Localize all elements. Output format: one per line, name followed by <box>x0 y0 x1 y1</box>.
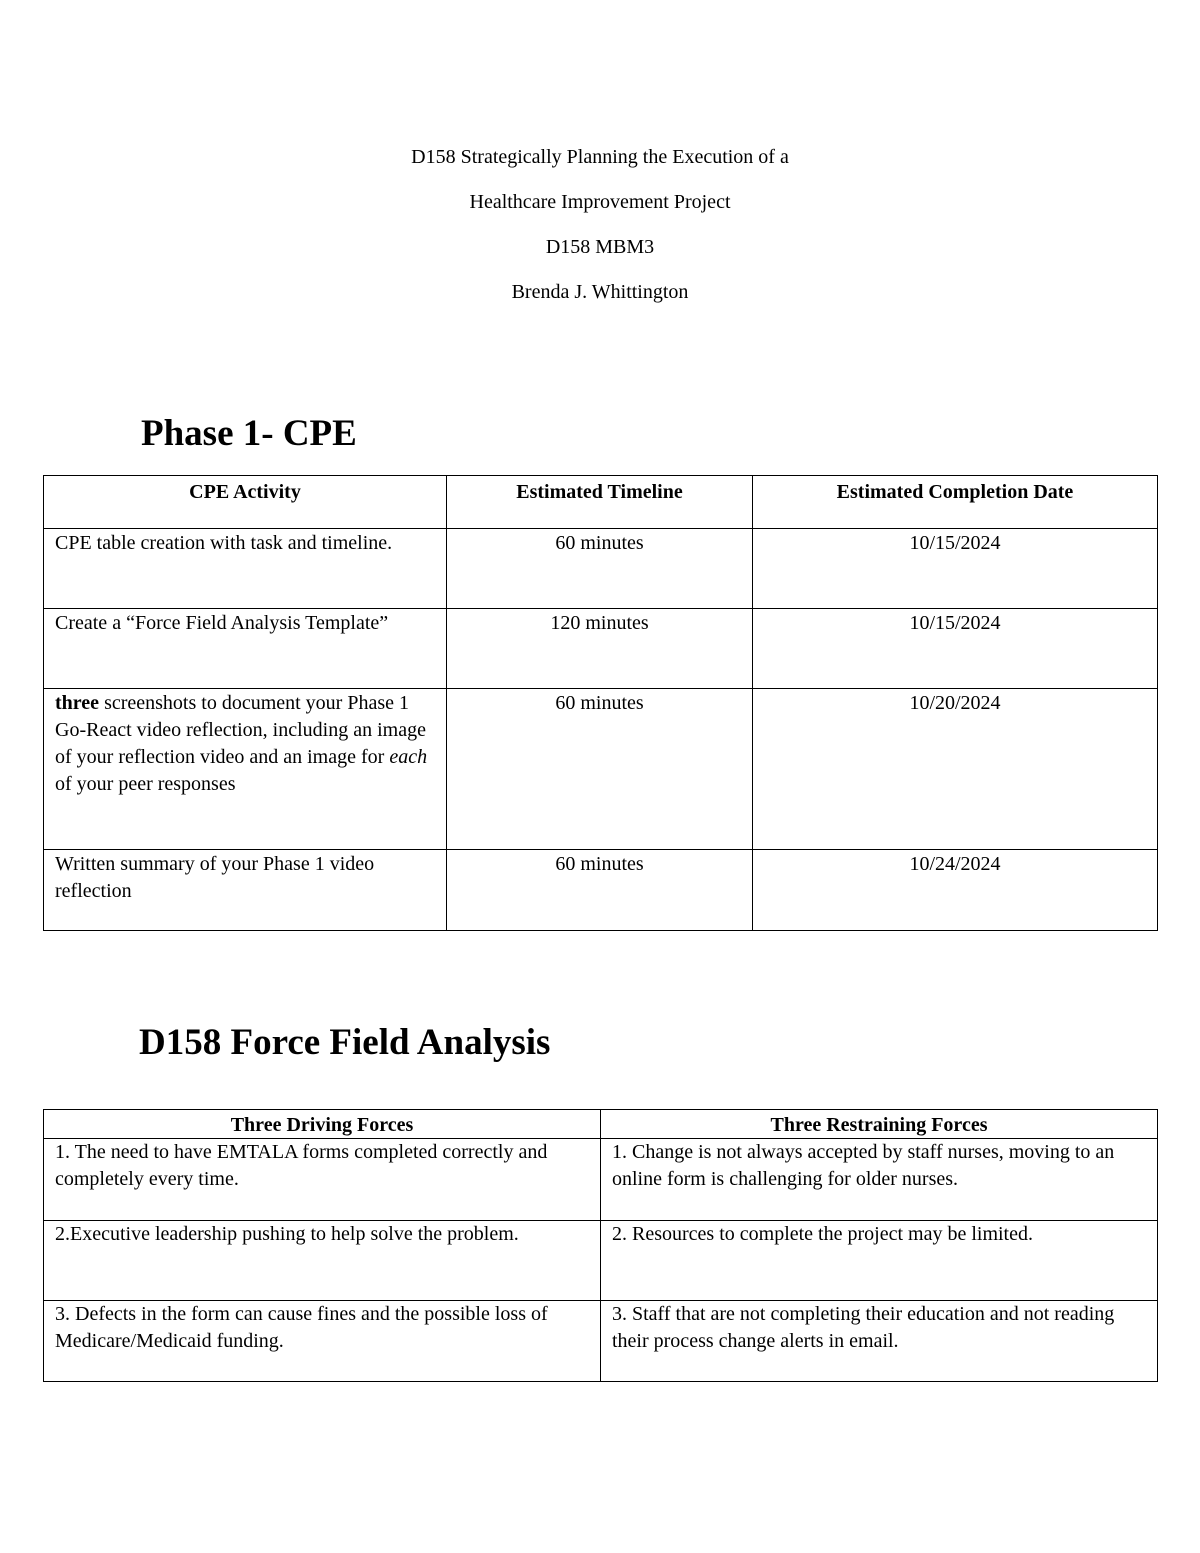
table-row <box>44 609 1158 689</box>
author-name: Brenda J. Whittington <box>511 281 689 303</box>
cpe-header-completion-date: Estimated Completion Date <box>753 476 1158 529</box>
driving-force-cell: 3. Defects in the form can cause fines and the possible loss of Medicare/Medicaid funding. <box>44 1301 601 1382</box>
cpe-timeline-cell: 120 minutes <box>447 609 753 689</box>
cpe-table <box>43 475 1158 931</box>
course-title-line-2: Healthcare Improvement Project <box>469 191 731 213</box>
table-row <box>44 529 1158 609</box>
cpe-timeline-cell: 60 minutes <box>447 689 753 850</box>
driving-force-cell: 1. The need to have EMTALA forms completed correctly and completely every time. <box>44 1139 601 1221</box>
ffa-header-driving: Three Driving Forces <box>44 1110 601 1139</box>
title-block <box>0 142 1200 322</box>
table-row <box>44 689 1158 850</box>
ffa-header-row <box>44 1110 1158 1139</box>
cpe-activity-cell <box>44 689 447 850</box>
cpe-header-timeline: Estimated Timeline <box>447 476 753 529</box>
cpe-date-cell: 10/24/2024 <box>753 850 1158 931</box>
cpe-date-cell: 10/15/2024 <box>753 529 1158 609</box>
emphasis-italic: each <box>389 746 428 768</box>
driving-force-cell: 2.Executive leadership pushing to help solve the problem. <box>44 1221 601 1301</box>
course-title-line-1: D158 Strategically Planning the Execution of a <box>411 146 789 168</box>
restraining-force-cell: 1. Change is not always accepted by staff nurses, moving to an online form is challenging for older nurses. <box>601 1139 1158 1221</box>
restraining-force-cell: 3. Staff that are not completing their education and not reading their process change alerts in email. <box>601 1301 1158 1382</box>
course-code: D158 MBM3 <box>545 236 655 258</box>
table-row <box>44 850 1158 931</box>
force-field-table <box>43 1109 1158 1382</box>
cpe-activity-cell: CPE table creation with task and timeline. <box>44 529 447 609</box>
activity-text: of your peer responses <box>55 773 236 795</box>
cpe-heading: Phase 1- CPE <box>141 413 357 454</box>
table-row <box>44 1139 1158 1221</box>
activity-text: screenshots to document your Phase 1 Go-React video reflection, including an image of your reflection video and an image for <box>55 692 426 768</box>
table-row <box>44 1301 1158 1382</box>
cpe-header-row <box>44 476 1158 529</box>
table-row <box>44 1221 1158 1301</box>
cpe-header-activity: CPE Activity <box>44 476 447 529</box>
ffa-header-restraining: Three Restraining Forces <box>601 1110 1158 1139</box>
restraining-force-cell: 2. Resources to complete the project may be limited. <box>601 1221 1158 1301</box>
cpe-activity-cell: Create a “Force Field Analysis Template” <box>44 609 447 689</box>
cpe-date-cell: 10/20/2024 <box>753 689 1158 850</box>
cpe-date-cell: 10/15/2024 <box>753 609 1158 689</box>
cpe-timeline-cell: 60 minutes <box>447 529 753 609</box>
force-field-heading: D158 Force Field Analysis <box>139 1022 551 1063</box>
cpe-activity-cell: Written summary of your Phase 1 video reflection <box>44 850 447 931</box>
cpe-timeline-cell: 60 minutes <box>447 850 753 931</box>
emphasis-bold: three <box>55 692 100 714</box>
